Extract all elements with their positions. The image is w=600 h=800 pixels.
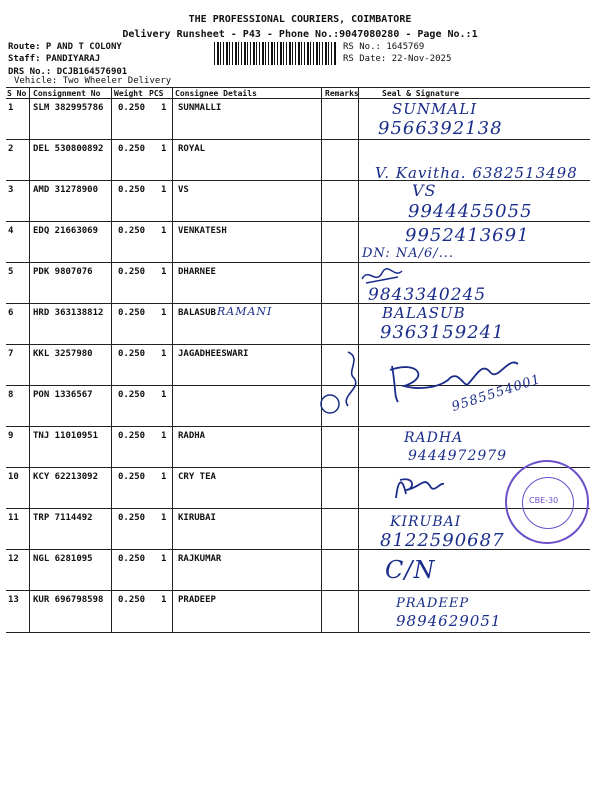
rs-number: RS No.: 1645769 xyxy=(343,42,425,52)
consignment-cell: KCY 62213092 xyxy=(33,472,99,482)
weight-cell: 0.250 xyxy=(118,226,146,236)
handwritten-note: C/N xyxy=(385,556,436,584)
pcs-cell: 1 xyxy=(161,144,167,154)
handwritten-phone: 9363159241 xyxy=(380,322,505,343)
col-divider xyxy=(111,87,112,633)
drs-label: DRS No.: DCJB164576901 xyxy=(8,67,128,77)
handwritten-scribble xyxy=(358,265,418,287)
handwritten-phone: 9952413691 xyxy=(405,225,530,246)
weight-cell: 0.250 xyxy=(118,595,146,605)
consignment-cell: AMD 31278900 xyxy=(33,185,99,195)
consignment-cell: SLM 382995786 xyxy=(33,103,104,113)
consignee-cell: JAGADHEESWARI xyxy=(178,349,249,359)
pcs-cell: 1 xyxy=(161,267,167,277)
pcs-cell: 1 xyxy=(161,226,167,236)
col-header-remarks: Remarks xyxy=(325,89,359,98)
handwritten-phone: 9585554001 xyxy=(449,372,543,415)
runsheet-title: Delivery Runsheet - P43 - Phone No.:9047080280 - Page No.:1 xyxy=(122,29,478,40)
pcs-cell: 1 xyxy=(161,103,167,113)
consignee-cell: RADHA xyxy=(178,431,206,441)
handwritten-note: DN: NA/6/... xyxy=(362,246,455,261)
row-divider xyxy=(6,344,590,345)
sno-cell: 8 xyxy=(8,390,14,400)
consignment-cell: NGL 6281095 xyxy=(33,554,93,564)
table-top-border xyxy=(6,87,590,88)
consignee-cell: VENKATESH xyxy=(178,226,227,236)
sno-cell: 11 xyxy=(8,513,19,523)
sno-cell: 2 xyxy=(8,144,14,154)
sno-cell: 6 xyxy=(8,308,14,318)
weight-cell: 0.250 xyxy=(118,308,146,318)
consignment-cell: PON 1336567 xyxy=(33,390,93,400)
weight-cell: 0.250 xyxy=(118,554,146,564)
pcs-cell: 1 xyxy=(161,472,167,482)
consignee-cell: SUNMALLI xyxy=(178,103,222,113)
consignment-cell: KKL 3257980 xyxy=(33,349,93,359)
row-divider xyxy=(6,262,590,263)
consignee-cell: BALASUB xyxy=(178,308,216,318)
sno-cell: 1 xyxy=(8,103,14,113)
consignment-cell: EDQ 21663069 xyxy=(33,226,99,236)
vehicle-label: Vehicle: Two Wheeler Delivery xyxy=(14,76,172,86)
weight-cell: 0.250 xyxy=(118,103,146,113)
company-title: THE PROFESSIONAL COURIERS, COIMBATORE xyxy=(188,14,412,25)
handwritten-signature: KIRUBAI xyxy=(390,514,462,530)
consignment-cell: TNJ 11010951 xyxy=(33,431,99,441)
sno-cell: 5 xyxy=(8,267,14,277)
col-divider xyxy=(29,87,30,633)
consignee-cell: CRY TEA xyxy=(178,472,216,482)
sno-cell: 13 xyxy=(8,595,19,605)
weight-cell: 0.250 xyxy=(118,472,146,482)
pcs-cell: 1 xyxy=(161,554,167,564)
handwritten-signature: PRADEEP xyxy=(396,596,470,611)
handwritten-signature: RADHA xyxy=(404,430,464,446)
pcs-cell: 1 xyxy=(161,185,167,195)
barcode xyxy=(214,42,336,65)
sno-cell: 10 xyxy=(8,472,19,482)
consignee-cell: KIRUBAI xyxy=(178,513,216,523)
col-header-pcs: PCS xyxy=(149,89,164,98)
weight-cell: 0.250 xyxy=(118,431,146,441)
weight-cell: 0.250 xyxy=(118,144,146,154)
weight-cell: 0.250 xyxy=(118,267,146,277)
consignment-cell: PDK 9807076 xyxy=(33,267,93,277)
pcs-cell: 1 xyxy=(161,390,167,400)
pcs-cell: 1 xyxy=(161,431,167,441)
handwritten-signature: VS xyxy=(412,181,437,200)
col-header-signature: Seal & Signature xyxy=(382,89,460,98)
handwritten-phone: 8122590687 xyxy=(380,530,505,551)
col-header-consignee: Consignee Details xyxy=(175,89,257,98)
weight-cell: 0.250 xyxy=(118,185,146,195)
col-header-consignment: Consignment No xyxy=(33,89,101,98)
handwritten-signature-scribble xyxy=(390,470,450,504)
sno-cell: 7 xyxy=(8,349,14,359)
weight-cell: 0.250 xyxy=(118,513,146,523)
consignment-cell: KUR 696798598 xyxy=(33,595,104,605)
handwritten-signature: SUNMALI xyxy=(392,100,478,118)
row-divider xyxy=(6,590,590,591)
col-divider xyxy=(172,87,173,633)
pcs-cell: 1 xyxy=(161,308,167,318)
col-header-weight: Weight xyxy=(114,89,143,98)
consignment-cell: DEL 530800892 xyxy=(33,144,104,154)
handwritten-phone: 9566392138 xyxy=(378,118,503,139)
handwritten-phone: 9843340245 xyxy=(368,285,487,305)
consignment-cell: TRP 7114492 xyxy=(33,513,93,523)
consignee-cell: PRADEEP xyxy=(178,595,216,605)
row-divider xyxy=(6,303,590,304)
row-divider xyxy=(6,139,590,140)
row-divider xyxy=(6,467,590,468)
consignee-cell: ROYAL xyxy=(178,144,206,154)
weight-cell: 0.250 xyxy=(118,390,146,400)
sno-cell: 12 xyxy=(8,554,19,564)
pcs-cell: 1 xyxy=(161,595,167,605)
handwritten-signature: V. Kavitha. 6382513498 xyxy=(375,164,578,182)
consignment-cell: HRD 363138812 xyxy=(33,308,104,318)
staff-label: Staff: PANDIYARAJ xyxy=(8,54,101,64)
route-label: Route: P AND T COLONY xyxy=(8,42,122,52)
handwritten-note: RAMANI xyxy=(217,305,273,318)
row-divider xyxy=(6,508,590,509)
stamp-text: CBE-30 xyxy=(529,496,559,505)
sno-cell: 3 xyxy=(8,185,14,195)
table-bottom-border xyxy=(6,632,590,633)
pcs-cell: 1 xyxy=(161,349,167,359)
consignee-cell: VS xyxy=(178,185,189,195)
table-header-border xyxy=(6,98,590,99)
handwritten-phone: 9444972979 xyxy=(408,448,508,464)
col-header-sno: S No xyxy=(7,89,27,98)
handwritten-phone: 9944455055 xyxy=(408,201,533,222)
weight-cell: 0.250 xyxy=(118,349,146,359)
handwritten-phone: 9894629051 xyxy=(396,612,502,630)
handwritten-signature: BALASUB xyxy=(382,304,466,322)
sno-cell: 9 xyxy=(8,431,14,441)
row-divider xyxy=(6,426,590,427)
pcs-cell: 1 xyxy=(161,513,167,523)
consignee-cell: DHARNEE xyxy=(178,267,216,277)
sno-cell: 4 xyxy=(8,226,14,236)
consignee-cell: RAJKUMAR xyxy=(178,554,222,564)
rs-date: RS Date: 22-Nov-2025 xyxy=(343,54,452,64)
company-seal-stamp xyxy=(505,460,589,544)
